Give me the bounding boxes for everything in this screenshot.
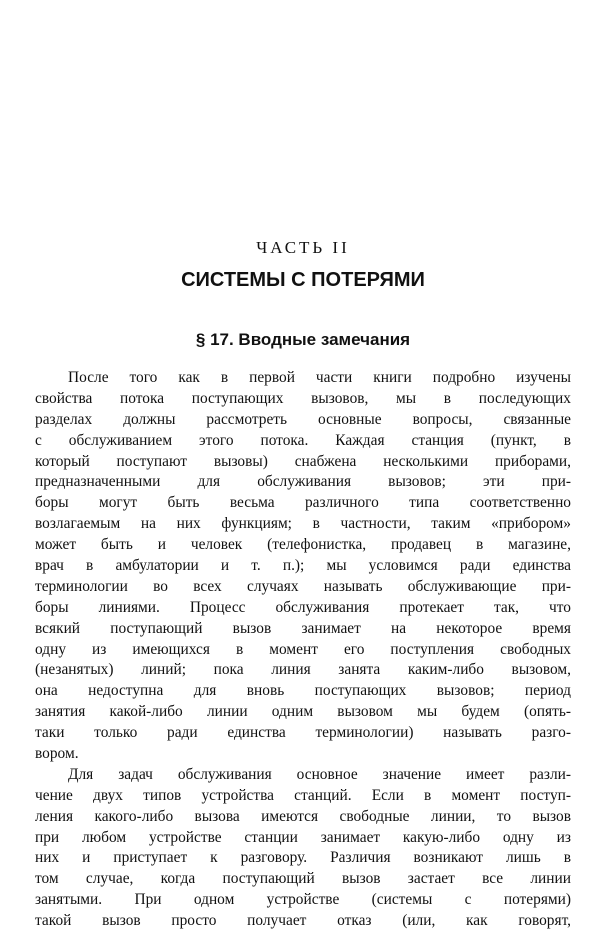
text-line: том случае, когда поступающий вызов застает все линии: [35, 870, 571, 888]
text-line: терминологии во всех случаях называть обслуживающие при-: [35, 577, 571, 595]
text-line: предназначенными для обслуживания вызовов; эти при-: [35, 473, 571, 491]
part-label: ЧАСТЬ II: [256, 238, 350, 257]
text-line: свойства потока поступающих вызовов, мы в последующих: [35, 389, 571, 407]
text-line: который поступают вызовы) снабжена несколькими приборами,: [35, 452, 571, 470]
text-line: боры линиями. Процесс обслуживания протекает так, что: [35, 598, 571, 616]
part-title: СИСТЕМЫ С ПОТЕРЯМИ: [181, 269, 425, 291]
text-line: врач в амбулатории и т. п.); мы условимся ради единства: [35, 557, 571, 575]
text-line: Для задач обслуживания основное значение имеет разли-: [68, 765, 571, 783]
text-line: ления какого-либо вызова имеются свободные линии, то вызов: [35, 807, 571, 825]
text-line: такой вызов просто получает отказ (или, как говорят,: [35, 912, 571, 930]
text-line: чение двух типов устройства станций. Если в момент поступ-: [35, 786, 571, 804]
text-line: занятыми. При одном устройстве (системы с потерями): [35, 891, 571, 909]
text-line: может быть и человек (телефонистка, продавец в магазине,: [35, 536, 571, 554]
text-line: с обслуживанием этого потока. Каждая станция (пункт, в: [35, 431, 571, 449]
text-line: она недоступна для вновь поступающих вызовов; период: [35, 682, 571, 700]
section-title: § 17. Вводные замечания: [195, 330, 411, 349]
text-line: После того как в первой части книги подробно изучены: [68, 369, 571, 386]
text-line: таки только ради единства терминологии) называть разго-: [35, 724, 571, 742]
text-line: них и приступает к разговору. Различия возникают лишь в: [35, 849, 571, 867]
text-line: возлагаемым на них функциям; в частности, таким «прибором»: [35, 515, 571, 533]
text-line: разделах должны рассмотреть основные вопросы, связанные: [35, 410, 571, 428]
text-line: боры могут быть весьма различного типа соответственно: [35, 494, 571, 512]
text-line: занятия какой-либо линии одним вызовом мы будем (опять-: [35, 703, 571, 721]
text-line: всякий поступающий вызов занимает на некоторое время: [35, 619, 571, 637]
text-line: (незанятых) линий; пока линия занята каким-либо вызовом,: [35, 661, 571, 679]
text-line: вором.: [35, 745, 79, 763]
text-line: при любом устройстве станции занимает какую-либо одну из: [35, 828, 571, 846]
text-line: одну из имеющихся в момент его поступления свободных: [35, 640, 571, 658]
body-text: [35, 368, 571, 932]
